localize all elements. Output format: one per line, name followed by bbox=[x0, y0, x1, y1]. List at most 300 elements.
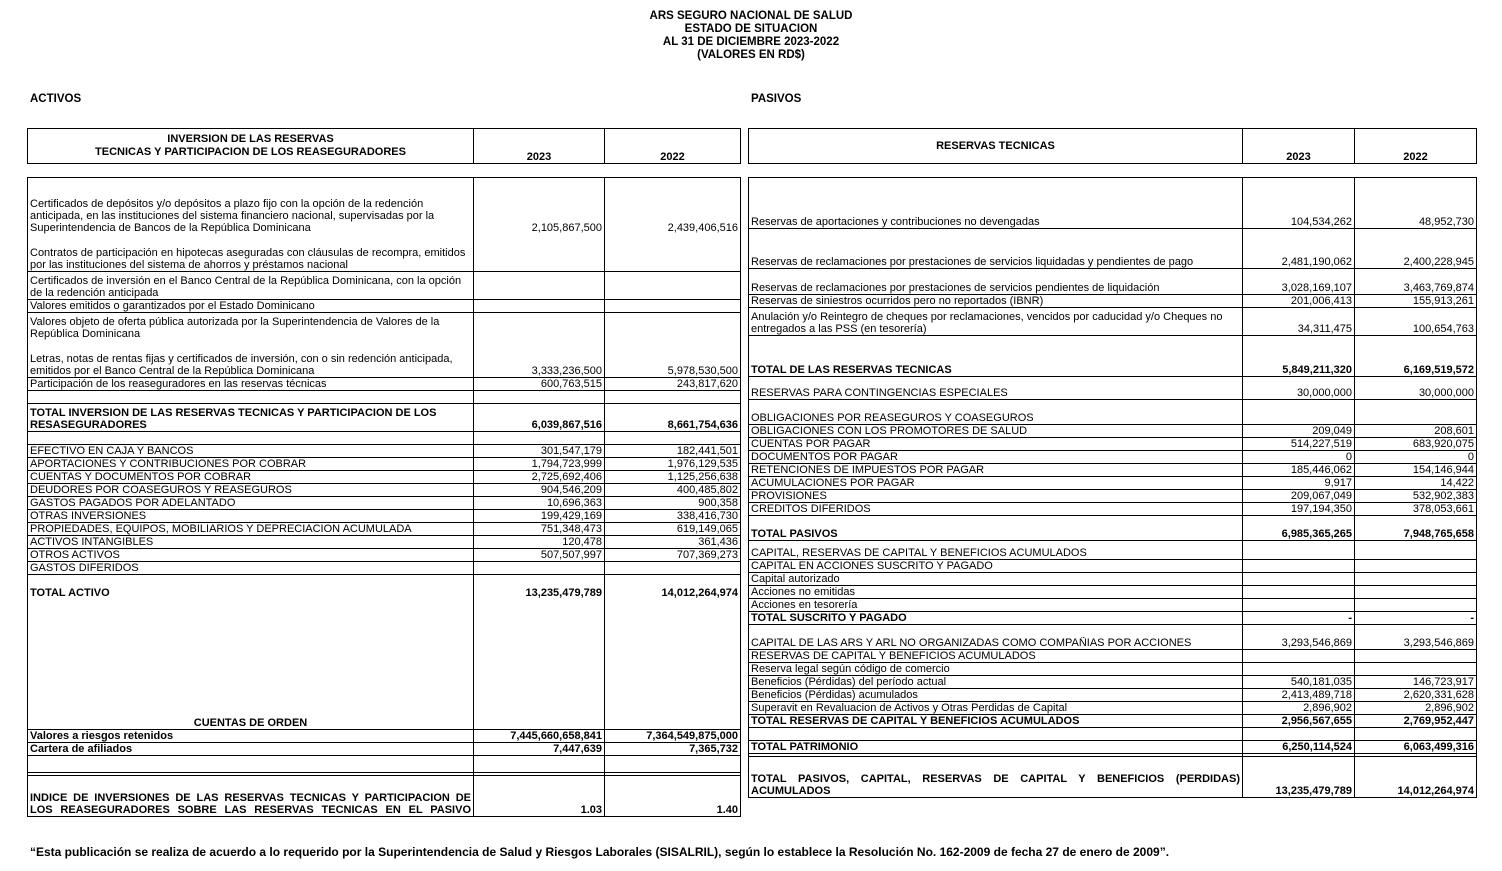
pasivos-cell-label: RESERVAS PARA CONTINGENCIAS ESPECIALES bbox=[749, 387, 1243, 400]
activos-cell-label: Valores objeto de oferta pública autorizada por la Superintendencia de Valores de la República Dominicana bbox=[28, 313, 474, 341]
activos-cell-2023: 2,105,867,500 bbox=[474, 190, 605, 234]
title-statement: ESTADO DE SITUACION bbox=[684, 23, 818, 35]
pasivos-cell-label bbox=[749, 516, 1243, 529]
pasivos-cell-label: Reservas de aportaciones y contribuciones no devengadas bbox=[749, 216, 1243, 229]
activos-cell-2023: 751,348,473 bbox=[474, 523, 605, 536]
pasivos-row bbox=[749, 650, 1477, 663]
activos-cell-label: Valores a riesgos retenidos bbox=[28, 730, 474, 743]
pasivos-cell-2023 bbox=[1243, 650, 1355, 663]
pasivos-cell-2023: 209,049 bbox=[1243, 425, 1355, 438]
pasivos-row bbox=[749, 547, 1477, 560]
activos-row bbox=[28, 523, 741, 536]
activos-cell-2023 bbox=[474, 432, 605, 445]
activos-row bbox=[28, 313, 741, 341]
activos-cell-label: OTRAS INVERSIONES bbox=[28, 510, 474, 523]
right-header-2022: 2022 bbox=[1355, 129, 1477, 164]
activos-cell-2022 bbox=[605, 300, 741, 313]
activos-cell-2023: 1.03 bbox=[474, 776, 605, 817]
activos-cell-2023: 7,445,660,658,841 bbox=[474, 730, 605, 743]
activos-cell-2022: 338,416,730 bbox=[605, 510, 741, 523]
activos-cell-2023 bbox=[474, 599, 605, 717]
pasivos-cell-2022 bbox=[1355, 663, 1477, 676]
pasivos-row bbox=[749, 269, 1477, 283]
pasivos-cell-label: Beneficios (Pérdidas) del período actual bbox=[749, 676, 1243, 689]
activos-cell-label: ACTIVOS INTANGIBLES bbox=[28, 536, 474, 549]
pasivos-cell-2022: 6,063,499,316 bbox=[1355, 741, 1477, 754]
activos-cell-2023: 600,763,515 bbox=[474, 378, 605, 391]
pasivos-row bbox=[749, 216, 1477, 229]
pasivos-cell-2023: 104,534,262 bbox=[1243, 216, 1355, 229]
activos-cell-label: DEUDORES POR COASEGUROS Y REASEGUROS bbox=[28, 484, 474, 497]
activos-row bbox=[28, 300, 741, 313]
pasivos-cell-label: Superavit en Revaluacion de Activos y Otras Perdidas de Capital bbox=[749, 702, 1243, 715]
pasivos-cell-2022 bbox=[1355, 269, 1477, 283]
activos-cell-2022: 7,364,549,875,000 bbox=[605, 730, 741, 743]
pasivos-row bbox=[749, 464, 1477, 477]
activos-cell-2022: 707,369,273 bbox=[605, 549, 741, 562]
activos-cell-2022: 361,436 bbox=[605, 536, 741, 549]
activos-cell-2022 bbox=[605, 575, 741, 588]
pasivos-cell-label: TOTAL PASIVOS bbox=[749, 528, 1243, 541]
activos-cell-2023 bbox=[474, 300, 605, 313]
activos-row bbox=[28, 234, 741, 244]
activos-cell-label: CUENTAS Y DOCUMENTOS POR COBRAR bbox=[28, 471, 474, 484]
activos-cell-2023: 13,235,479,789 bbox=[474, 587, 605, 599]
left-header-line2: TECNICAS Y PARTICIPACION DE LOS REASEGURADORES bbox=[95, 146, 406, 158]
pasivos-cell-label: Anulación y/o Reintegro de cheques por reclamaciones, vencidos por caducidad y/o Cheques no entregados a las PSS (en tesorería) bbox=[749, 308, 1243, 336]
pasivos-cell-label: TOTAL DE LAS RESERVAS TECNICAS bbox=[749, 336, 1243, 377]
pasivos-row bbox=[749, 503, 1477, 516]
pasivos-cell-label bbox=[749, 728, 1243, 741]
activos-row bbox=[28, 730, 741, 743]
activos-cell-2023: 2,725,692,406 bbox=[474, 471, 605, 484]
pasivos-cell-2022 bbox=[1355, 560, 1477, 573]
pasivos-row bbox=[749, 438, 1477, 451]
pasivos-row bbox=[749, 516, 1477, 529]
activos-cell-label: Participación de los reaseguradores en las reservas técnicas bbox=[28, 378, 474, 391]
pasivos-row bbox=[749, 715, 1477, 728]
activos-cell-2022: 619,149,065 bbox=[605, 523, 741, 536]
activos-cell-2023 bbox=[474, 575, 605, 588]
activos-cell-2022 bbox=[605, 234, 741, 244]
activos-cell-label: TOTAL ACTIVO bbox=[28, 587, 474, 599]
activos-cell-label bbox=[28, 178, 474, 191]
activos-row bbox=[28, 340, 741, 350]
activos-cell-2022: 7,365,732 bbox=[605, 743, 741, 756]
activos-row bbox=[28, 497, 741, 510]
pasivos-row bbox=[749, 625, 1477, 638]
activos-row bbox=[28, 510, 741, 523]
pasivos-cell-2023: 5,849,211,320 bbox=[1243, 336, 1355, 377]
activos-row bbox=[28, 587, 741, 599]
activos-cell-2023 bbox=[474, 244, 605, 272]
activos-cell-2022: 400,485,802 bbox=[605, 484, 741, 497]
activos-cell-2023: 7,447,639 bbox=[474, 743, 605, 756]
pasivos-row bbox=[749, 490, 1477, 503]
pasivos-row bbox=[749, 560, 1477, 573]
pasivos-row bbox=[749, 451, 1477, 464]
pasivos-cell-label: TOTAL SUSCRITO Y PAGADO bbox=[749, 612, 1243, 625]
activos-cell-2023: 904,546,209 bbox=[474, 484, 605, 497]
pasivos-cell-2022: 3,293,546,869 bbox=[1355, 637, 1477, 650]
pasivos-cell-2022: 7,948,765,658 bbox=[1355, 528, 1477, 541]
pasivos-cell-label: TOTAL RESERVAS DE CAPITAL Y BENEFICIOS ACUMULADOS bbox=[749, 715, 1243, 728]
pasivos-cell-2022 bbox=[1355, 599, 1477, 612]
activos-cell-label: Certificados de depósitos y/o depósitos a plazo fijo con la opción de la redención anticipada, en las instituciones del sistema financiero nacional, supervisadas por la Superintendencia de Bancos de la República Dominicana bbox=[28, 190, 474, 234]
activos-heading: ACTIVOS bbox=[30, 93, 82, 105]
pasivos-cell-label: Beneficios (Pérdidas) acumulados bbox=[749, 689, 1243, 702]
title-date: AL 31 DE DICIEMBRE 2023-2022 bbox=[662, 36, 840, 48]
activos-cell-2023 bbox=[474, 562, 605, 575]
pasivos-cell-2023: 514,227,519 bbox=[1243, 438, 1355, 451]
activos-cell-2023: 6,039,867,516 bbox=[474, 404, 605, 432]
pasivos-cell-label: OBLIGACIONES POR REASEGUROS Y COASEGUROS bbox=[749, 412, 1243, 425]
pasivos-cell-2023 bbox=[1243, 599, 1355, 612]
pasivos-cell-2023: 30,000,000 bbox=[1243, 387, 1355, 400]
activos-row bbox=[28, 391, 741, 404]
pasivos-cell-2023: 2,956,567,655 bbox=[1243, 715, 1355, 728]
pasivos-cell-2023: 6,985,365,265 bbox=[1243, 528, 1355, 541]
activos-cell-label: PROPIEDADES, EQUIPOS, MOBILIARIOS Y DEPRECIACION ACUMULADA bbox=[28, 523, 474, 536]
pasivos-cell-label: CAPITAL DE LAS ARS Y ARL NO ORGANIZADAS COMO COMPAÑIAS POR ACCIONES bbox=[749, 637, 1243, 650]
activos-cell-label: OTROS ACTIVOS bbox=[28, 549, 474, 562]
pasivos-cell-label: RETENCIONES DE IMPUESTOS POR PAGAR bbox=[749, 464, 1243, 477]
activos-cell-label: Certificados de inversión en el Banco Central de la República Dominicana, con la opción de la redención anticipada bbox=[28, 272, 474, 300]
pasivos-cell-2023: 3,028,169,107 bbox=[1243, 282, 1355, 295]
pasivos-cell-label: ACUMULACIONES POR PAGAR bbox=[749, 477, 1243, 490]
activos-cell-label: GASTOS DIFERIDOS bbox=[28, 562, 474, 575]
pasivos-cell-2022 bbox=[1355, 400, 1477, 413]
activos-cell-2022 bbox=[605, 562, 741, 575]
activos-cell-2023 bbox=[474, 313, 605, 341]
activos-cell-2022 bbox=[605, 313, 741, 341]
pasivos-cell-2023: 34,311,475 bbox=[1243, 308, 1355, 336]
activos-row bbox=[28, 378, 741, 391]
pasivos-cell-2022 bbox=[1355, 573, 1477, 586]
pasivos-cell-2022 bbox=[1355, 377, 1477, 388]
pasivos-cell-label: Acciones no emitidas bbox=[749, 586, 1243, 599]
pasivos-cell-2022: 0 bbox=[1355, 451, 1477, 464]
activos-cell-label bbox=[28, 432, 474, 445]
pasivos-cell-2022 bbox=[1355, 586, 1477, 599]
left-header-2022: 2022 bbox=[605, 129, 741, 164]
left-header-2023: 2023 bbox=[474, 129, 605, 164]
activos-cell-2022 bbox=[605, 340, 741, 350]
pasivos-cell-2022: 2,896,902 bbox=[1355, 702, 1477, 715]
activos-row bbox=[28, 536, 741, 549]
activos-cell-label bbox=[28, 391, 474, 404]
activos-cell-2023 bbox=[474, 272, 605, 300]
activos-cell-label bbox=[28, 234, 474, 244]
pasivos-row bbox=[749, 599, 1477, 612]
activos-cell-2023 bbox=[474, 340, 605, 350]
pasivos-cell-2023 bbox=[1243, 663, 1355, 676]
pasivos-cell-label bbox=[749, 229, 1243, 257]
pasivos-row bbox=[749, 702, 1477, 715]
pasivos-cell-2023 bbox=[1243, 229, 1355, 257]
title-company: ARS SEGURO NACIONAL DE SALUD bbox=[649, 10, 853, 22]
pasivos-cell-label bbox=[749, 625, 1243, 638]
pasivos-row bbox=[749, 178, 1477, 217]
footer-note: “Esta publicación se realiza de acuerdo a lo requerido por la Superintendencia de Salud y Riesgos Laborales (SISALRIL), según lo establece la Resolución No. 162-2009 de fecha 27 de enero de 2009”. bbox=[30, 845, 1170, 859]
pasivos-cell-2023 bbox=[1243, 728, 1355, 741]
activos-cell-2023 bbox=[474, 756, 605, 773]
pasivos-cell-label: DOCUMENTOS POR PAGAR bbox=[749, 451, 1243, 464]
activos-cell-2022: 1.40 bbox=[605, 776, 741, 817]
pasivos-cell-label bbox=[749, 269, 1243, 283]
pasivos-cell-2022 bbox=[1355, 547, 1477, 560]
pasivos-cell-label: Reservas de reclamaciones por prestaciones de servicios pendientes de liquidación bbox=[749, 282, 1243, 295]
activos-row bbox=[28, 178, 741, 191]
activos-cell-2022: 1,976,129,535 bbox=[605, 458, 741, 471]
pasivos-cell-label: Capital autorizado bbox=[749, 573, 1243, 586]
pasivos-cell-2022: 146,723,917 bbox=[1355, 676, 1477, 689]
pasivos-cell-label: CAPITAL, RESERVAS DE CAPITAL Y BENEFICIOS ACUMULADOS bbox=[749, 547, 1243, 560]
pasivos-cell-label: CUENTAS POR PAGAR bbox=[749, 438, 1243, 451]
pasivos-cell-2022 bbox=[1355, 412, 1477, 425]
activos-cell-label bbox=[28, 340, 474, 350]
pasivos-cell-2023: 201,006,413 bbox=[1243, 295, 1355, 308]
activos-cell-2022: 900,358 bbox=[605, 497, 741, 510]
pasivos-cell-2022: 30,000,000 bbox=[1355, 387, 1477, 400]
activos-row bbox=[28, 445, 741, 458]
pasivos-cell-label: Reserva legal según código de comercio bbox=[749, 663, 1243, 676]
activos-row bbox=[28, 743, 741, 756]
activos-cell-label: CUENTAS DE ORDEN bbox=[28, 717, 474, 730]
pasivos-cell-2022: 2,620,331,628 bbox=[1355, 689, 1477, 702]
pasivos-cell-2023 bbox=[1243, 412, 1355, 425]
activos-cell-label: Letras, notas de rentas fijas y certificados de inversión, con o sin redención anticipada, emitidos por el Banco Central de la República Dominicana bbox=[28, 350, 474, 378]
pasivos-cell-label: OBLIGACIONES CON LOS PROMOTORES DE SALUD bbox=[749, 425, 1243, 438]
pasivos-row bbox=[749, 663, 1477, 676]
activos-row bbox=[28, 190, 741, 234]
pasivos-cell-2022: 6,169,519,572 bbox=[1355, 336, 1477, 377]
pasivos-cell-label: Reservas de siniestros ocurridos pero no reportados (IBNR) bbox=[749, 295, 1243, 308]
pasivos-row bbox=[749, 336, 1477, 377]
pasivos-cell-2022: 208,601 bbox=[1355, 425, 1477, 438]
pasivos-row bbox=[749, 295, 1477, 308]
activos-cell-2022: 14,012,264,974 bbox=[605, 587, 741, 599]
activos-cell-2022 bbox=[605, 599, 741, 717]
activos-cell-2022 bbox=[605, 756, 741, 773]
pasivos-cell-label: PROVISIONES bbox=[749, 490, 1243, 503]
pasivos-row bbox=[749, 229, 1477, 257]
pasivos-cell-2023: 2,413,489,718 bbox=[1243, 689, 1355, 702]
pasivos-cell-2023: - bbox=[1243, 612, 1355, 625]
activos-cell-2022: 5,978,530,500 bbox=[605, 350, 741, 378]
activos-table bbox=[27, 177, 741, 817]
pasivos-cell-2023: 9,917 bbox=[1243, 477, 1355, 490]
activos-cell-2022 bbox=[605, 391, 741, 404]
activos-row bbox=[28, 350, 741, 378]
pasivos-cell-2022 bbox=[1355, 178, 1477, 217]
pasivos-row bbox=[749, 586, 1477, 599]
pasivos-cell-2023 bbox=[1243, 400, 1355, 413]
pasivos-cell-2022: 14,422 bbox=[1355, 477, 1477, 490]
pasivos-row bbox=[749, 528, 1477, 541]
pasivos-cell-2023: 197,194,350 bbox=[1243, 503, 1355, 516]
activos-cell-2023: 199,429,169 bbox=[474, 510, 605, 523]
activos-row bbox=[28, 599, 741, 717]
pasivos-cell-2023 bbox=[1243, 573, 1355, 586]
activos-cell-2022 bbox=[605, 432, 741, 445]
pasivos-cell-2022: 378,053,661 bbox=[1355, 503, 1477, 516]
pasivos-cell-2023 bbox=[1243, 586, 1355, 599]
pasivos-row bbox=[749, 425, 1477, 438]
pasivos-cell-2022: 2,769,952,447 bbox=[1355, 715, 1477, 728]
activos-cell-2022: 1,125,256,638 bbox=[605, 471, 741, 484]
left-header-label bbox=[28, 129, 474, 164]
pasivos-cell-2023: 3,293,546,869 bbox=[1243, 637, 1355, 650]
pasivos-row bbox=[749, 689, 1477, 702]
activos-row bbox=[28, 549, 741, 562]
pasivos-row bbox=[749, 412, 1477, 425]
pasivos-row bbox=[749, 676, 1477, 689]
activos-cell-2022 bbox=[605, 717, 741, 730]
pasivos-cell-2023: 6,250,114,524 bbox=[1243, 741, 1355, 754]
activos-cell-2022 bbox=[605, 272, 741, 300]
pasivos-cell-2022: 532,902,383 bbox=[1355, 490, 1477, 503]
pasivos-cell-2022: 155,913,261 bbox=[1355, 295, 1477, 308]
pasivos-table bbox=[748, 177, 1477, 798]
pasivos-cell-2023: 0 bbox=[1243, 451, 1355, 464]
activos-cell-2023 bbox=[474, 391, 605, 404]
pasivos-cell-2022: - bbox=[1355, 612, 1477, 625]
activos-row bbox=[28, 756, 741, 773]
activos-cell-2023: 507,507,997 bbox=[474, 549, 605, 562]
activos-cell-2023: 10,696,363 bbox=[474, 497, 605, 510]
activos-cell-label: Cartera de afiliados bbox=[28, 743, 474, 756]
left-header-box bbox=[27, 128, 741, 164]
report-title bbox=[0, 10, 1502, 62]
pasivos-cell-2023: 185,446,062 bbox=[1243, 464, 1355, 477]
activos-cell-2023 bbox=[474, 717, 605, 730]
pasivos-cell-label: TOTAL PATRIMONIO bbox=[749, 741, 1243, 754]
pasivos-cell-2023: 2,481,190,062 bbox=[1243, 256, 1355, 269]
activos-cell-label: GASTOS PAGADOS POR ADELANTADO bbox=[28, 497, 474, 510]
pasivos-cell-2022: 3,463,769,874 bbox=[1355, 282, 1477, 295]
activos-cell-label: TOTAL INVERSION DE LAS RESERVAS TECNICAS Y PARTICIPACION DE LOS RESASEGURADORES bbox=[28, 404, 474, 432]
left-header-line1: INVERSION DE LAS RESERVAS bbox=[167, 133, 334, 145]
pasivos-cell-2022: 683,920,075 bbox=[1355, 438, 1477, 451]
pasivos-cell-label: TOTAL PASIVOS, CAPITAL, RESERVAS DE CAPITAL Y BENEFICIOS (PERDIDAS) ACUMULADOS bbox=[749, 757, 1243, 798]
pasivos-cell-label bbox=[749, 178, 1243, 217]
pasivos-heading: PASIVOS bbox=[751, 93, 802, 105]
right-header-label: RESERVAS TECNICAS bbox=[749, 129, 1243, 164]
activos-cell-2022: 2,439,406,516 bbox=[605, 190, 741, 234]
pasivos-row bbox=[749, 387, 1477, 400]
pasivos-row bbox=[749, 741, 1477, 754]
pasivos-row bbox=[749, 282, 1477, 295]
activos-cell-2023: 301,547,179 bbox=[474, 445, 605, 458]
activos-row bbox=[28, 471, 741, 484]
activos-cell-2022 bbox=[605, 244, 741, 272]
activos-cell-2023: 1,794,723,999 bbox=[474, 458, 605, 471]
pasivos-cell-label bbox=[749, 400, 1243, 413]
activos-row bbox=[28, 432, 741, 445]
pasivos-cell-2022 bbox=[1355, 650, 1477, 663]
activos-row bbox=[28, 776, 741, 817]
pasivos-row bbox=[749, 637, 1477, 650]
activos-row bbox=[28, 244, 741, 272]
pasivos-cell-2023 bbox=[1243, 377, 1355, 388]
pasivos-cell-2023 bbox=[1243, 625, 1355, 638]
right-header-box bbox=[748, 128, 1477, 164]
activos-cell-label: INDICE DE INVERSIONES DE LAS RESERVAS TECNICAS Y PARTICIPACION DE LOS REASEGURADORES SOBRE LAS RESERVAS TECNICAS EN EL PASIVO bbox=[28, 776, 474, 817]
pasivos-cell-2023: 540,181,035 bbox=[1243, 676, 1355, 689]
pasivos-cell-2022: 154,146,944 bbox=[1355, 464, 1477, 477]
pasivos-row bbox=[749, 757, 1477, 798]
pasivos-row bbox=[749, 400, 1477, 413]
activos-cell-label: EFECTIVO EN CAJA Y BANCOS bbox=[28, 445, 474, 458]
pasivos-cell-2022 bbox=[1355, 229, 1477, 257]
pasivos-cell-2023: 13,235,479,789 bbox=[1243, 757, 1355, 798]
activos-cell-2023 bbox=[474, 178, 605, 191]
activos-row bbox=[28, 404, 741, 432]
pasivos-row bbox=[749, 308, 1477, 336]
pasivos-row bbox=[749, 573, 1477, 586]
activos-cell-2022: 243,817,620 bbox=[605, 378, 741, 391]
pasivos-cell-2022: 48,952,730 bbox=[1355, 216, 1477, 229]
pasivos-row bbox=[749, 477, 1477, 490]
activos-cell-label bbox=[28, 599, 474, 717]
pasivos-cell-label: Reservas de reclamaciones por prestaciones de servicios liquidadas y pendientes de pago bbox=[749, 256, 1243, 269]
activos-cell-2023: 3,333,236,500 bbox=[474, 350, 605, 378]
pasivos-cell-2023: 209,067,049 bbox=[1243, 490, 1355, 503]
pasivos-row bbox=[749, 612, 1477, 625]
activos-cell-2022 bbox=[605, 178, 741, 191]
pasivos-cell-2023 bbox=[1243, 560, 1355, 573]
title-currency: (VALORES EN RD$) bbox=[697, 49, 805, 61]
pasivos-row bbox=[749, 256, 1477, 269]
pasivos-cell-label: Acciones en tesorería bbox=[749, 599, 1243, 612]
pasivos-cell-2022: 2,400,228,945 bbox=[1355, 256, 1477, 269]
activos-cell-label: APORTACIONES Y CONTRIBUCIONES POR COBRAR bbox=[28, 458, 474, 471]
pasivos-cell-label: RESERVAS DE CAPITAL Y BENEFICIOS ACUMULADOS bbox=[749, 650, 1243, 663]
pasivos-cell-2023 bbox=[1243, 178, 1355, 217]
activos-row bbox=[28, 575, 741, 588]
pasivos-cell-2022 bbox=[1355, 516, 1477, 529]
activos-cell-label: Valores emitidos o garantizados por el Estado Dominicano bbox=[28, 300, 474, 313]
pasivos-cell-label bbox=[749, 377, 1243, 388]
pasivos-row bbox=[749, 728, 1477, 741]
pasivos-cell-2023: 2,896,902 bbox=[1243, 702, 1355, 715]
activos-row bbox=[28, 272, 741, 300]
activos-cell-label bbox=[28, 575, 474, 588]
activos-row bbox=[28, 562, 741, 575]
activos-row bbox=[28, 484, 741, 497]
pasivos-cell-label: CAPITAL EN ACCIONES SUSCRITO Y PAGADO bbox=[749, 560, 1243, 573]
activos-cell-2023 bbox=[474, 234, 605, 244]
pasivos-cell-2022: 14,012,264,974 bbox=[1355, 757, 1477, 798]
activos-row bbox=[28, 717, 741, 730]
pasivos-row bbox=[749, 377, 1477, 388]
activos-cell-2022: 8,661,754,636 bbox=[605, 404, 741, 432]
pasivos-cell-2022: 100,654,763 bbox=[1355, 308, 1477, 336]
pasivos-cell-2023 bbox=[1243, 269, 1355, 283]
activos-cell-label: Contratos de participación en hipotecas aseguradas con cláusulas de recompra, emitidos por las instituciones del sistema de ahorros y préstamos nacional bbox=[28, 244, 474, 272]
activos-cell-2023: 120,478 bbox=[474, 536, 605, 549]
pasivos-cell-2023 bbox=[1243, 547, 1355, 560]
activos-row bbox=[28, 458, 741, 471]
pasivos-cell-2023 bbox=[1243, 516, 1355, 529]
pasivos-cell-2022 bbox=[1355, 625, 1477, 638]
pasivos-cell-label: CREDITOS DIFERIDOS bbox=[749, 503, 1243, 516]
activos-cell-label bbox=[28, 756, 474, 773]
activos-cell-2022: 182,441,501 bbox=[605, 445, 741, 458]
pasivos-cell-2022 bbox=[1355, 728, 1477, 741]
right-header-2023: 2023 bbox=[1243, 129, 1355, 164]
